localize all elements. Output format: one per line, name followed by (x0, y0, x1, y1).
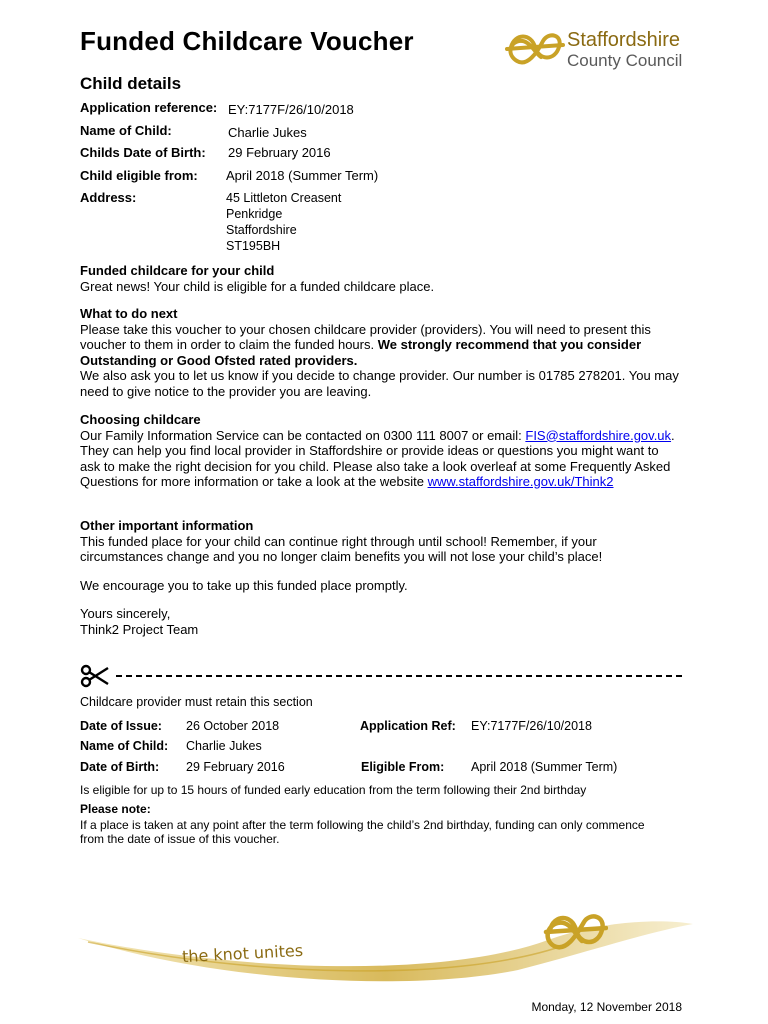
footer-banner (78, 900, 698, 990)
next-text-bold: We strongly recommend that you consider Outstanding or Good Ofsted rated providers. (80, 337, 642, 368)
field-value-date-of-birth: 29 February 2016 (228, 145, 331, 160)
tear-name-label: Name of Child: (80, 739, 169, 753)
think2-website-link[interactable]: www.staffordshire.gov.uk/Think2 (427, 474, 614, 489)
field-label-date-of-birth: Childs Date of Birth: (80, 145, 206, 160)
address-line: Staffordshire (226, 223, 297, 237)
address-line: Penkridge (226, 207, 283, 221)
choosing-heading: Choosing childcare (80, 412, 201, 427)
choosing-text (80, 428, 680, 490)
choosing-section (80, 412, 680, 490)
tear-eligible-value: April 2018 (Summer Term) (471, 760, 618, 774)
address-line: 45 Littleton Creasent (226, 191, 342, 205)
footer-date: Monday, 12 November 2018 (531, 1000, 682, 1014)
tear-eligible-label: Eligible From: (361, 760, 445, 774)
field-value-application-reference: EY:7177F/26/10/2018 (228, 102, 354, 117)
field-label-eligible-from: Child eligible from: (80, 168, 198, 183)
other-text: This funded place for your child can continue right through until school! Remember, if your circumstances change and you no longer claim benefits you will not lose your child’s place! (80, 533, 603, 564)
next-text-2: We also ask you to let us know if you decide to change provider. Our number is 01785 278201. You may need to give notice to the provider you are leaving. (80, 368, 679, 399)
tear-dob-value: 29 February 2016 (186, 760, 285, 774)
next-text-plain: Please take this voucher to your chosen childcare provider (providers). You will need to present this voucher to them in order to claim the funded hours. (80, 321, 651, 352)
council-logo (505, 27, 695, 77)
next-text (80, 322, 680, 369)
note-text: If a place is taken at any point after the term following the child’s 2nd birthday, funding can only commence from the date of issue of this voucher. (80, 818, 645, 846)
cut-line (80, 664, 684, 688)
choosing-text-b: . They can help you find local provider in Staffordshire or provide ideas or questions you might want to ask to make the right decision for you child. Please also take a look overleaf at some Frequently Asked Questions for more information or take a look at the website (80, 427, 675, 489)
note-heading: Please note: (80, 802, 151, 816)
next-section (80, 306, 680, 399)
tear-dob-label: Date of Birth: (80, 760, 160, 774)
application-ref-value: EY:7177F/26/10/2018 (471, 719, 592, 733)
other-section (80, 518, 680, 565)
document-title: Funded Childcare Voucher (80, 26, 414, 56)
child-details-heading: Child details (80, 74, 182, 93)
address-line: ST195BH (226, 239, 281, 253)
issue-date-label: Date of Issue: (80, 719, 162, 733)
field-label-application-reference: Application reference: (80, 100, 218, 115)
encourage-text: We encourage you to take up this funded place promptly. (80, 578, 408, 593)
funded-section (80, 263, 680, 294)
tear-name-value: Charlie Jukes (186, 739, 262, 753)
fis-email-link[interactable]: FIS@staffordshire.gov.uk (525, 427, 672, 443)
funded-heading: Funded childcare for your child (80, 263, 275, 278)
scissors-icon (80, 664, 110, 688)
application-ref-label: Application Ref: (360, 719, 456, 733)
staffordshire-knot-icon (505, 27, 565, 75)
address-block (226, 190, 341, 254)
issue-date-value: 26 October 2018 (186, 719, 280, 733)
eligibility-text: Is eligible for up to 15 hours of funded early education from the term following their 2nd birthday (80, 783, 587, 797)
slogan-text: the knot unites (181, 940, 304, 967)
next-heading: What to do next (80, 306, 178, 321)
funded-text: Great news! Your child is eligible for a funded childcare place. (80, 278, 435, 294)
signature-text: Think2 Project Team (80, 622, 199, 637)
field-label-name-of-child: Name of Child: (80, 123, 172, 138)
other-heading: Other important information (80, 518, 254, 533)
closing-text: Yours sincerely, (80, 606, 171, 621)
field-value-name-of-child: Charlie Jukes (228, 125, 307, 140)
dashed-divider (116, 675, 682, 677)
logo-line-1: Staffordshire (567, 29, 681, 51)
retain-heading: Childcare provider must retain this section (80, 695, 313, 709)
field-value-eligible-from: April 2018 (Summer Term) (226, 168, 379, 183)
staffordshire-knot-footer-icon (542, 906, 608, 962)
choosing-text-a: Our Family Information Service can be contacted on 0300 111 8007 or email: (80, 427, 526, 443)
field-label-address: Address: (80, 190, 137, 205)
logo-line-2: County Council (567, 51, 683, 70)
